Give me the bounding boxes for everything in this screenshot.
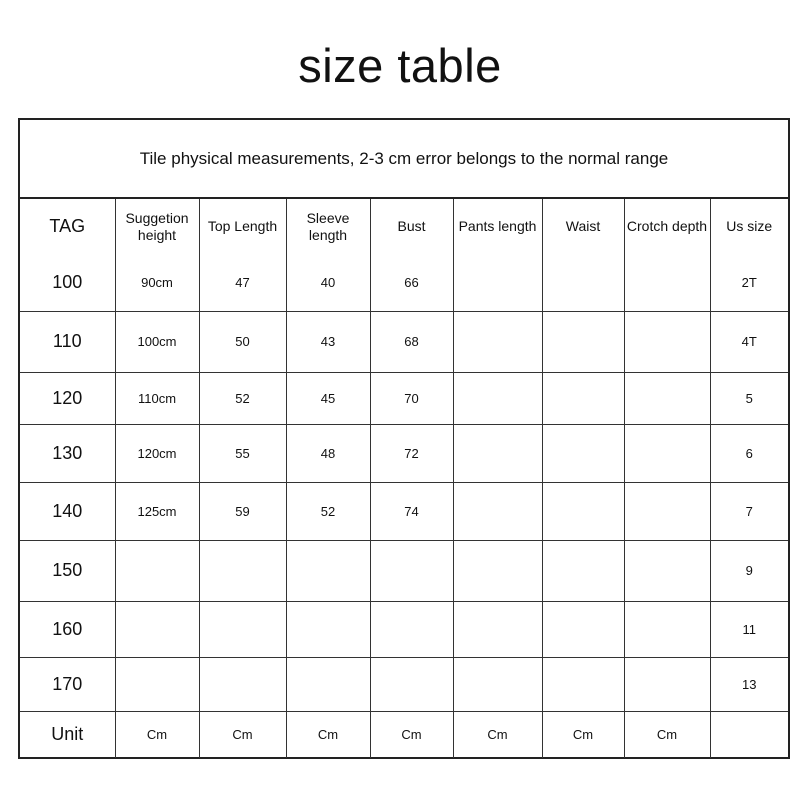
tag-cell: 160 [20,601,115,657]
top-length-cell [199,601,286,657]
bust-cell: 72 [370,424,453,482]
us-size-cell: 11 [710,601,788,657]
height-cell: 100cm [115,311,199,372]
pants-length-cell [453,657,542,711]
header-cell-bust: Bust [370,199,453,254]
table-row [20,482,788,540]
measurement-note: Tile physical measurements, 2-3 cm error belongs to the normal range [20,120,788,199]
height-cell [115,601,199,657]
sleeve-length-cell: 52 [286,482,370,540]
top-length-cell: 47 [199,254,286,311]
sleeve-length-cell [286,657,370,711]
crotch-depth-cell [624,657,710,711]
top-length-cell: 55 [199,424,286,482]
sleeve-length-unit-cell: Cm [286,711,370,758]
table-row [20,657,788,711]
pants-length-cell [453,540,542,601]
bust-unit-cell: Cm [370,711,453,758]
waist-cell [542,372,624,424]
bust-cell: 70 [370,372,453,424]
pants-length-cell [453,424,542,482]
waist-cell [542,657,624,711]
header-cell-pants-length: Pants length [453,199,542,254]
pants-length-cell [453,601,542,657]
tag-cell: 170 [20,657,115,711]
table-row [20,601,788,657]
waist-cell [542,424,624,482]
tag-cell: 110 [20,311,115,372]
waist-cell [542,540,624,601]
height-cell [115,540,199,601]
height-unit-cell: Cm [115,711,199,758]
page-title: size table [298,39,502,92]
us-size-cell: 9 [710,540,788,601]
header-cell-suggestion-height: Suggetion height [115,199,199,254]
height-cell [115,657,199,711]
us-size-cell: 5 [710,372,788,424]
crotch-depth-cell [624,482,710,540]
header-cell-sleeve-length: Sleeve length [286,199,370,254]
tag-cell: 150 [20,540,115,601]
tag-cell: 140 [20,482,115,540]
us-size-cell: 13 [710,657,788,711]
crotch-depth-cell [624,540,710,601]
us-size-cell: 6 [710,424,788,482]
bust-cell [370,657,453,711]
crotch-depth-cell [624,311,710,372]
pants-length-cell [453,311,542,372]
waist-cell [542,254,624,311]
size-table-frame [18,118,790,759]
pants-length-cell [453,372,542,424]
top-length-cell [199,540,286,601]
us-size-cell: 7 [710,482,788,540]
sleeve-length-cell: 48 [286,424,370,482]
top-length-cell: 50 [199,311,286,372]
waist-cell [542,311,624,372]
us-size-unit-cell [710,711,788,758]
header-cell-crotch-depth: Crotch depth [624,199,710,254]
bust-cell [370,540,453,601]
sleeve-length-cell: 40 [286,254,370,311]
bust-cell: 74 [370,482,453,540]
top-length-cell: 59 [199,482,286,540]
crotch-depth-unit-cell: Cm [624,711,710,758]
table-row [20,540,788,601]
height-cell: 125cm [115,482,199,540]
sleeve-length-cell [286,601,370,657]
top-length-cell [199,657,286,711]
sleeve-length-cell: 43 [286,311,370,372]
table-row [20,424,788,482]
header-row [20,199,788,254]
crotch-depth-cell [624,424,710,482]
header-cell-tag: TAG [20,199,115,254]
waist-unit-cell: Cm [542,711,624,758]
bust-cell: 66 [370,254,453,311]
tag-cell: 120 [20,372,115,424]
header-cell-us-size: Us size [726,218,773,234]
sleeve-length-cell: 45 [286,372,370,424]
size-table [20,199,788,758]
crotch-depth-cell [624,372,710,424]
waist-cell [542,482,624,540]
bust-cell: 68 [370,311,453,372]
height-cell: 110cm [115,372,199,424]
header-cell-waist: Waist [542,199,624,254]
sleeve-length-cell [286,540,370,601]
header-cell-top-length: Top Length [199,199,286,254]
tag-cell: 100 [20,254,115,311]
us-size-cell: 2T [710,254,788,311]
pants-length-cell [453,254,542,311]
bust-cell [370,601,453,657]
pants-length-unit-cell: Cm [453,711,542,758]
height-cell: 90cm [115,254,199,311]
unit-label-cell: Unit [20,711,115,758]
table-row [20,254,788,311]
top-length-unit-cell: Cm [199,711,286,758]
tag-cell: 130 [20,424,115,482]
unit-row [20,711,788,758]
top-length-cell: 52 [199,372,286,424]
pants-length-cell [453,482,542,540]
waist-cell [542,601,624,657]
crotch-depth-cell [624,601,710,657]
us-size-cell: 4T [710,311,788,372]
table-row [20,372,788,424]
crotch-depth-cell [624,254,710,311]
table-row [20,311,788,372]
height-cell: 120cm [115,424,199,482]
